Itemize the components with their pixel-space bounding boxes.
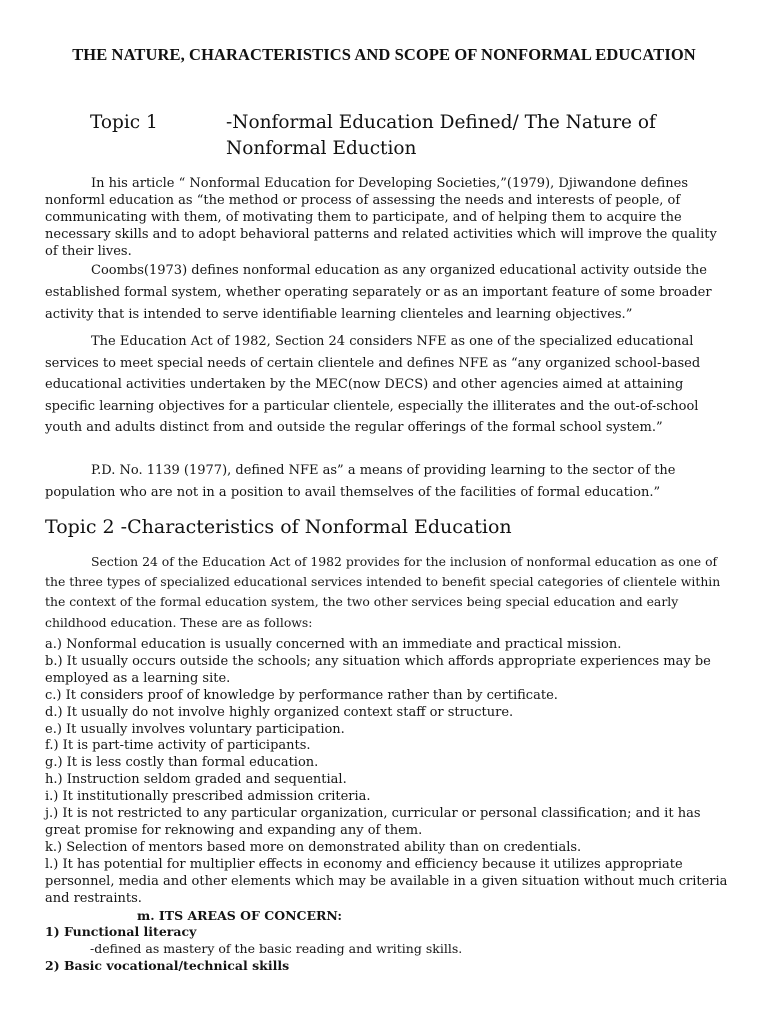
paragraph-education-act (45, 331, 725, 439)
list-item: l.) It has potential for multiplier effects in economy and efficiency because it utilizes appropriate personnel, media and other elements which may be available in a given situation without much criteria and restraints. (45, 856, 728, 906)
list-item: c.) It considers proof of knowledge by performance rather than by certificate. (45, 687, 558, 703)
areas-heading: m. ITS AREAS OF CONCERN: (137, 907, 342, 923)
paragraph-text: The Education Act of 1982, Section 24 considers NFE as one of the specialized educational services to meet special needs of certain clientele and defines NFE as “any organized school-based educational activities undertaken by the MEC(now DECS) and other agencies aimed at attaining specific learning objectives for a particular clientele, especially the illiterates and the out-of-school youth and adults distinct from and outside the regular offerings of the formal school system.” (45, 334, 701, 435)
paragraph-text: P.D. No. 1139 (1977), defined NFE as” a means of providing learning to the sector of the population who are not in a position to avail themselves of the facilities of formal education.” (45, 463, 676, 500)
document-title: THE NATURE, CHARACTERISTICS AND SCOPE OF NONFORMAL EDUCATION (72, 45, 696, 64)
topic1-label: Topic 1 (90, 112, 158, 133)
paragraph-djiwandone (45, 175, 725, 260)
paragraph-coombs (45, 260, 725, 326)
area-functional-literacy: 1) Functional literacy (45, 924, 197, 940)
list-item: h.) Instruction seldom graded and sequential. (45, 772, 347, 788)
paragraph-pd-1139 (45, 460, 725, 504)
topic2-intro (45, 552, 725, 633)
paragraph-text: Section 24 of the Education Act of 1982 provides for the inclusion of nonformal education as one of the three types of specialized educational services intended to benefit special categories of clientele within the context of the formal education system, the two other services being special education and early childhood education. These are as follows: (45, 554, 721, 630)
characteristics-list (45, 637, 735, 975)
area-vocational-skills: 2) Basic vocational/technical skills (45, 958, 290, 974)
list-item: j.) It is not restricted to any particular organization, curricular or personal classification; and it has great promise for reknowing and expanding any of them. (45, 806, 701, 838)
area-functional-literacy-desc: -defined as mastery of the basic reading and writing skills. (90, 941, 463, 957)
list-item: d.) It usually do not involve highly organized context staff or structure. (45, 704, 514, 720)
list-item: e.) It usually involves voluntary participation. (45, 721, 345, 737)
list-item: k.) Selection of mentors based more on demonstrated ability than on credentials. (45, 839, 582, 855)
paragraph-text: Coombs(1973) defines nonformal education as any organized educational activity outside the established formal system, whether operating separately or as an important feature of some broader activity that is intended to serve identifiable learning clienteles and learning objectives.” (45, 263, 712, 322)
list-item: b.) It usually occurs outside the schools; any situation which affords appropriate experiences may be employed as a learning site. (45, 653, 711, 686)
paragraph-text: In his article “ Nonformal Education for Developing Societies,”(1979), Djiwandone defines nonforml education as “the method or process of assessing the needs and interests of people, of communicating with them, of motivating them to participate, and of helping them to acquire the necessary skills and to adopt behavioral patterns and related activities which will improve the quality of their lives. (45, 176, 717, 259)
list-item: a.) Nonformal education is usually concerned with an immediate and practical mission. (45, 637, 622, 652)
topic1-title: -Nonformal Education Defined/ The Nature of Nonformal Eduction (226, 112, 656, 159)
topic2-heading: Topic 2 -Characteristics of Nonformal Education (45, 516, 512, 538)
list-item: g.) It is less costly than formal education. (45, 755, 319, 771)
list-item: i.) It institutionally prescribed admission criteria. (45, 789, 371, 805)
list-item: f.) It is part-time activity of participants. (45, 738, 311, 754)
